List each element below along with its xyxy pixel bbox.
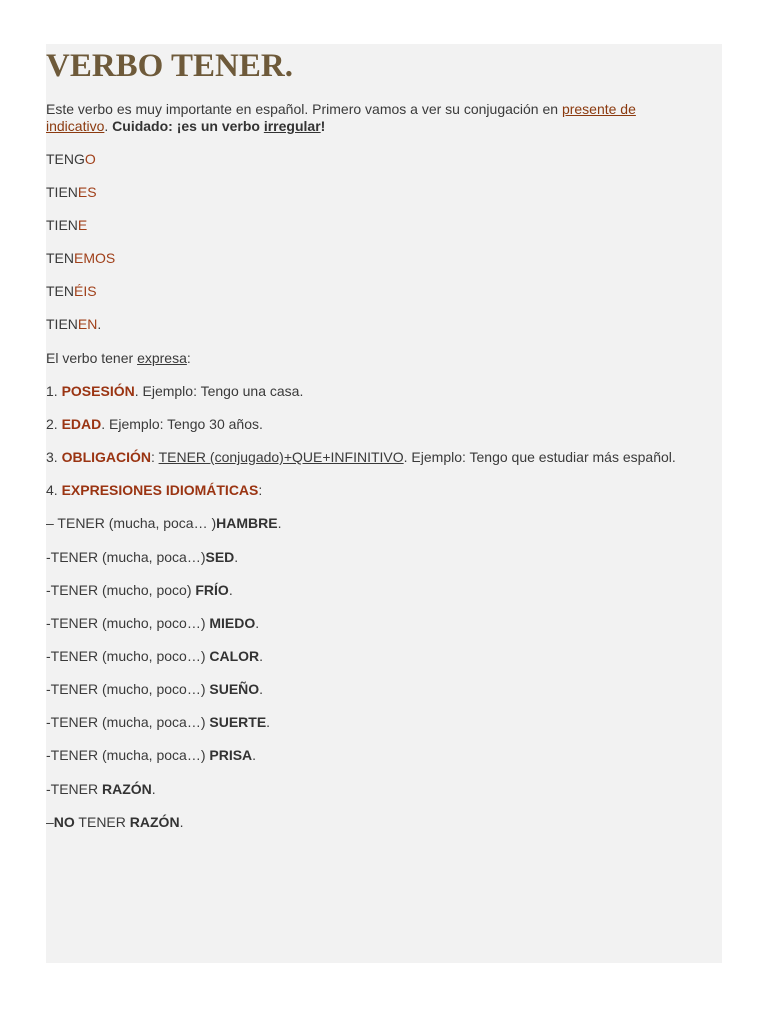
expression-text: -TENER (mucho, poco) bbox=[46, 582, 196, 598]
expression-item bbox=[46, 714, 270, 731]
use-number: 2. bbox=[46, 416, 62, 432]
expression-item bbox=[46, 515, 281, 532]
conjugation-line bbox=[46, 250, 115, 267]
expression-keyword: PRISA bbox=[209, 747, 253, 763]
expresa-link[interactable]: expresa bbox=[137, 350, 187, 366]
expression-end: . bbox=[252, 747, 257, 763]
expression-text: TENER bbox=[74, 814, 130, 830]
intro-text: Este verbo es muy importante en español. Primero vamos a ver su conjugación en bbox=[46, 101, 562, 117]
conjugation-line bbox=[46, 151, 96, 168]
use-item bbox=[46, 449, 676, 466]
expression-item bbox=[46, 781, 156, 798]
use-label: POSESIÓN bbox=[61, 383, 135, 399]
expresa-colon: : bbox=[186, 350, 191, 366]
verb-ending: EN bbox=[77, 316, 98, 332]
use-item bbox=[46, 416, 263, 433]
expression-keyword: CALOR bbox=[209, 648, 260, 664]
verb-stem: TIEN bbox=[46, 184, 78, 200]
use-colon: : bbox=[151, 449, 159, 465]
verb-ending: ÉIS bbox=[74, 283, 97, 299]
verb-stem: TIEN bbox=[46, 316, 78, 332]
expression-text: -TENER bbox=[46, 781, 102, 797]
verb-ending: E bbox=[77, 217, 88, 233]
page-title: VERBO TENER. bbox=[46, 48, 293, 84]
presente-indicativo-link[interactable]: presente de indicativo bbox=[46, 101, 636, 134]
verb-stem: TENG bbox=[46, 151, 85, 167]
expression-end: . bbox=[255, 615, 260, 631]
expression-end: . bbox=[228, 582, 233, 598]
expression-keyword: SUEÑO bbox=[209, 681, 260, 697]
expression-text: -TENER (mucho, poco…) bbox=[46, 648, 210, 664]
use-example: . Ejemplo: Tengo que estudiar más español. bbox=[403, 449, 676, 465]
use-example: . Ejemplo: Tengo una casa. bbox=[134, 383, 304, 399]
expression-keyword: HAMBRE bbox=[216, 515, 278, 531]
intro-paragraph bbox=[46, 101, 686, 135]
use-label: EXPRESIONES IDIOMÁTICAS bbox=[61, 482, 259, 498]
verb-stem: TIEN bbox=[46, 217, 78, 233]
expression-dash: – bbox=[46, 814, 54, 830]
use-number: 1. bbox=[46, 383, 62, 399]
warning-label: Cuidado: ¡es un verbo bbox=[112, 118, 264, 134]
use-label: EDAD bbox=[61, 416, 102, 432]
verb-stem: TEN bbox=[46, 283, 74, 299]
expression-keyword: RAZÓN bbox=[102, 781, 152, 797]
use-example: . Ejemplo: Tengo 30 años. bbox=[101, 416, 263, 432]
intro-text-2: . bbox=[104, 118, 113, 134]
expression-end: . bbox=[277, 515, 282, 531]
use-number: 3. bbox=[46, 449, 62, 465]
verb-stem: TEN bbox=[46, 250, 74, 266]
use-example: : bbox=[258, 482, 263, 498]
expression-text: -TENER (mucha, poca…) bbox=[46, 549, 206, 565]
expression-item bbox=[46, 615, 259, 632]
expression-end: . bbox=[179, 814, 184, 830]
expression-keyword: SUERTE bbox=[209, 714, 267, 730]
conjugation-line bbox=[46, 184, 97, 201]
use-label: OBLIGACIÓN bbox=[61, 449, 152, 465]
expression-item bbox=[46, 814, 183, 831]
expression-item bbox=[46, 747, 256, 764]
expression-keyword: RAZÓN bbox=[129, 814, 180, 830]
expression-text: -TENER (mucho, poco…) bbox=[46, 615, 210, 631]
expression-end: . bbox=[266, 714, 271, 730]
expression-end: . bbox=[151, 781, 156, 797]
expression-end: . bbox=[259, 648, 264, 664]
conjugation-line bbox=[46, 217, 87, 234]
expression-keyword: SED bbox=[205, 549, 235, 565]
expresa-text: El verbo tener bbox=[46, 350, 138, 366]
expression-text: -TENER (mucho, poco…) bbox=[46, 681, 210, 697]
use-item bbox=[46, 482, 262, 499]
verb-ending: O bbox=[84, 151, 96, 167]
expression-keyword: MIEDO bbox=[209, 615, 256, 631]
expression-item bbox=[46, 549, 238, 566]
expression-item bbox=[46, 648, 263, 665]
expression-end: . bbox=[234, 549, 239, 565]
use-item bbox=[46, 383, 303, 400]
verb-ending: ES bbox=[77, 184, 97, 200]
conjugation-line bbox=[46, 316, 101, 333]
verb-ending: EMOS bbox=[74, 250, 116, 266]
expression-text: -TENER (mucha, poca…) bbox=[46, 714, 210, 730]
expression-keyword: FRÍO bbox=[195, 582, 229, 598]
expresa-line bbox=[46, 350, 191, 367]
warning-text bbox=[112, 118, 325, 134]
expression-end: . bbox=[259, 681, 264, 697]
expression-text: -TENER (mucha, poca…) bbox=[46, 747, 210, 763]
expression-negation: NO bbox=[53, 814, 75, 830]
obligacion-formula-link[interactable]: TENER (conjugado)+QUE+INFINITIVO bbox=[158, 449, 404, 465]
warning-end: ! bbox=[320, 118, 326, 134]
expression-text: – TENER (mucha, poca… ) bbox=[46, 515, 217, 531]
use-number: 4. bbox=[46, 482, 62, 498]
verb-tail: . bbox=[97, 316, 102, 332]
expression-item bbox=[46, 681, 263, 698]
expression-item bbox=[46, 582, 233, 599]
conjugation-line bbox=[46, 283, 97, 300]
irregular-link[interactable]: irregular bbox=[263, 118, 321, 134]
